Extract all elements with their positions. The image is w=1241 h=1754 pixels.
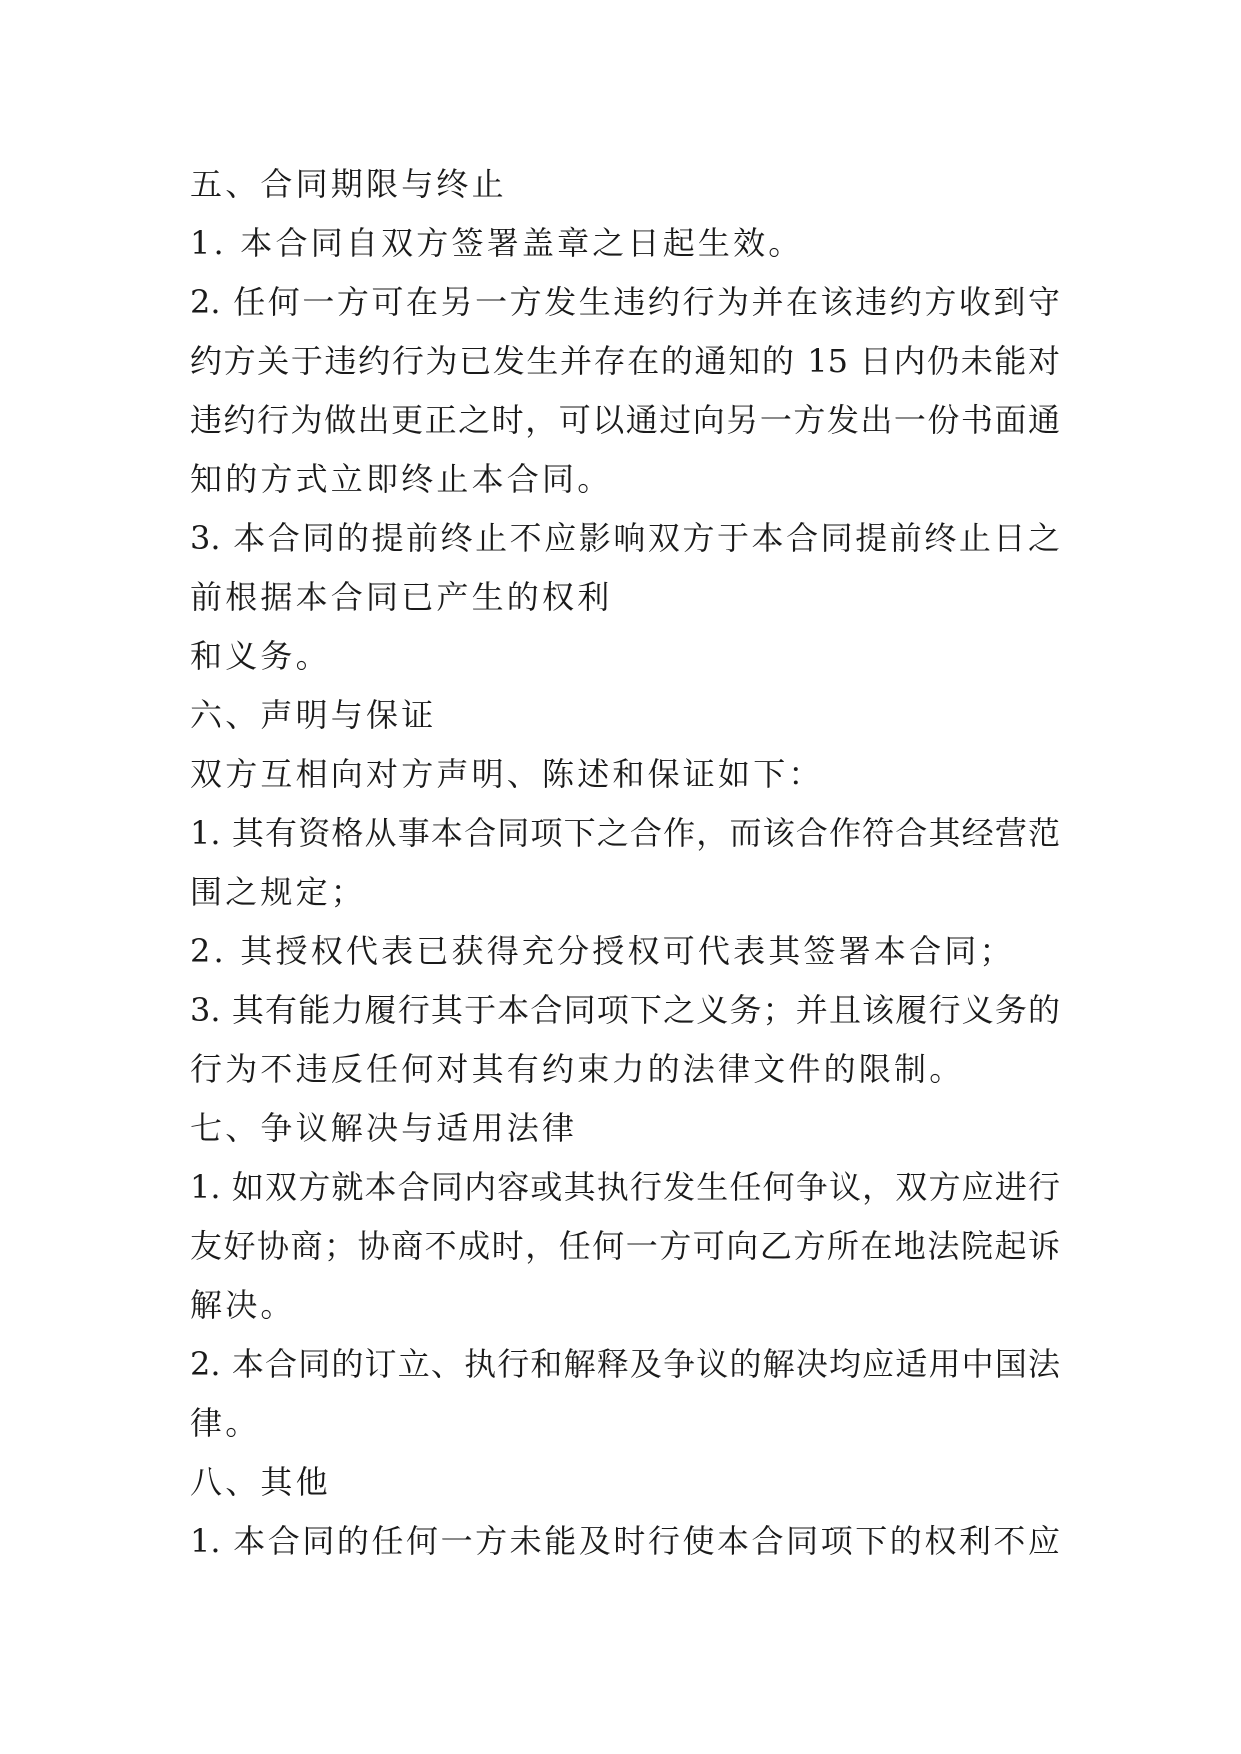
section-heading-7: 七、争议解决与适用法律 bbox=[190, 1109, 578, 1147]
clause-6-1-line-2: 围之规定； bbox=[190, 873, 367, 911]
section-heading-8: 八、其他 bbox=[190, 1463, 331, 1501]
clause-5-2-line-4: 知的方式立即终止本合同。 bbox=[190, 460, 613, 498]
section-heading-6: 六、声明与保证 bbox=[190, 696, 437, 734]
clause-5-3-line-3: 和义务。 bbox=[190, 637, 331, 675]
clause-6-1-line-1: 1. 其有资格从事本合同项下之合作，而该合作符合其经营范 bbox=[190, 814, 1060, 852]
clause-6-2: 2. 其授权代表已获得充分授权可代表其签署本合同； bbox=[190, 932, 1015, 970]
section-heading-5: 五、合同期限与终止 bbox=[190, 165, 507, 203]
clause-5-2-line-1: 2. 任何一方可在另一方发生违约行为并在该违约方收到守 bbox=[190, 283, 1060, 321]
clause-7-2-line-2: 律。 bbox=[190, 1404, 261, 1442]
clause-7-2-line-1: 2. 本合同的订立、执行和解释及争议的解决均应适用中国法 bbox=[190, 1345, 1060, 1383]
clause-5-1: 1. 本合同自双方签署盖章之日起生效。 bbox=[190, 224, 804, 262]
clause-5-3-line-1: 3. 本合同的提前终止不应影响双方于本合同提前终止日之 bbox=[190, 519, 1060, 557]
clause-6-3-line-2: 行为不违反任何对其有约束力的法律文件的限制。 bbox=[190, 1050, 965, 1088]
clause-6-3-line-1: 3. 其有能力履行其于本合同项下之义务；并且该履行义务的 bbox=[190, 991, 1060, 1029]
clause-7-1-line-2: 友好协商；协商不成时，任何一方可向乙方所在地法院起诉 bbox=[190, 1227, 1060, 1265]
clause-7-1-line-3: 解决。 bbox=[190, 1286, 296, 1324]
clause-7-1-line-1: 1. 如双方就本合同内容或其执行发生任何争议，双方应进行 bbox=[190, 1168, 1060, 1206]
clause-5-2-line-2: 约方关于违约行为已发生并存在的通知的 15 日内仍未能对 bbox=[190, 342, 1060, 380]
clause-5-2-line-3: 违约行为做出更正之时，可以通过向另一方发出一份书面通 bbox=[190, 401, 1060, 439]
section-6-intro: 双方互相向对方声明、陈述和保证如下： bbox=[190, 755, 824, 793]
clause-5-3-line-2: 前根据本合同已产生的权利 bbox=[190, 578, 613, 616]
clause-8-1-line-1: 1. 本合同的任何一方未能及时行使本合同项下的权利不应 bbox=[190, 1522, 1060, 1560]
